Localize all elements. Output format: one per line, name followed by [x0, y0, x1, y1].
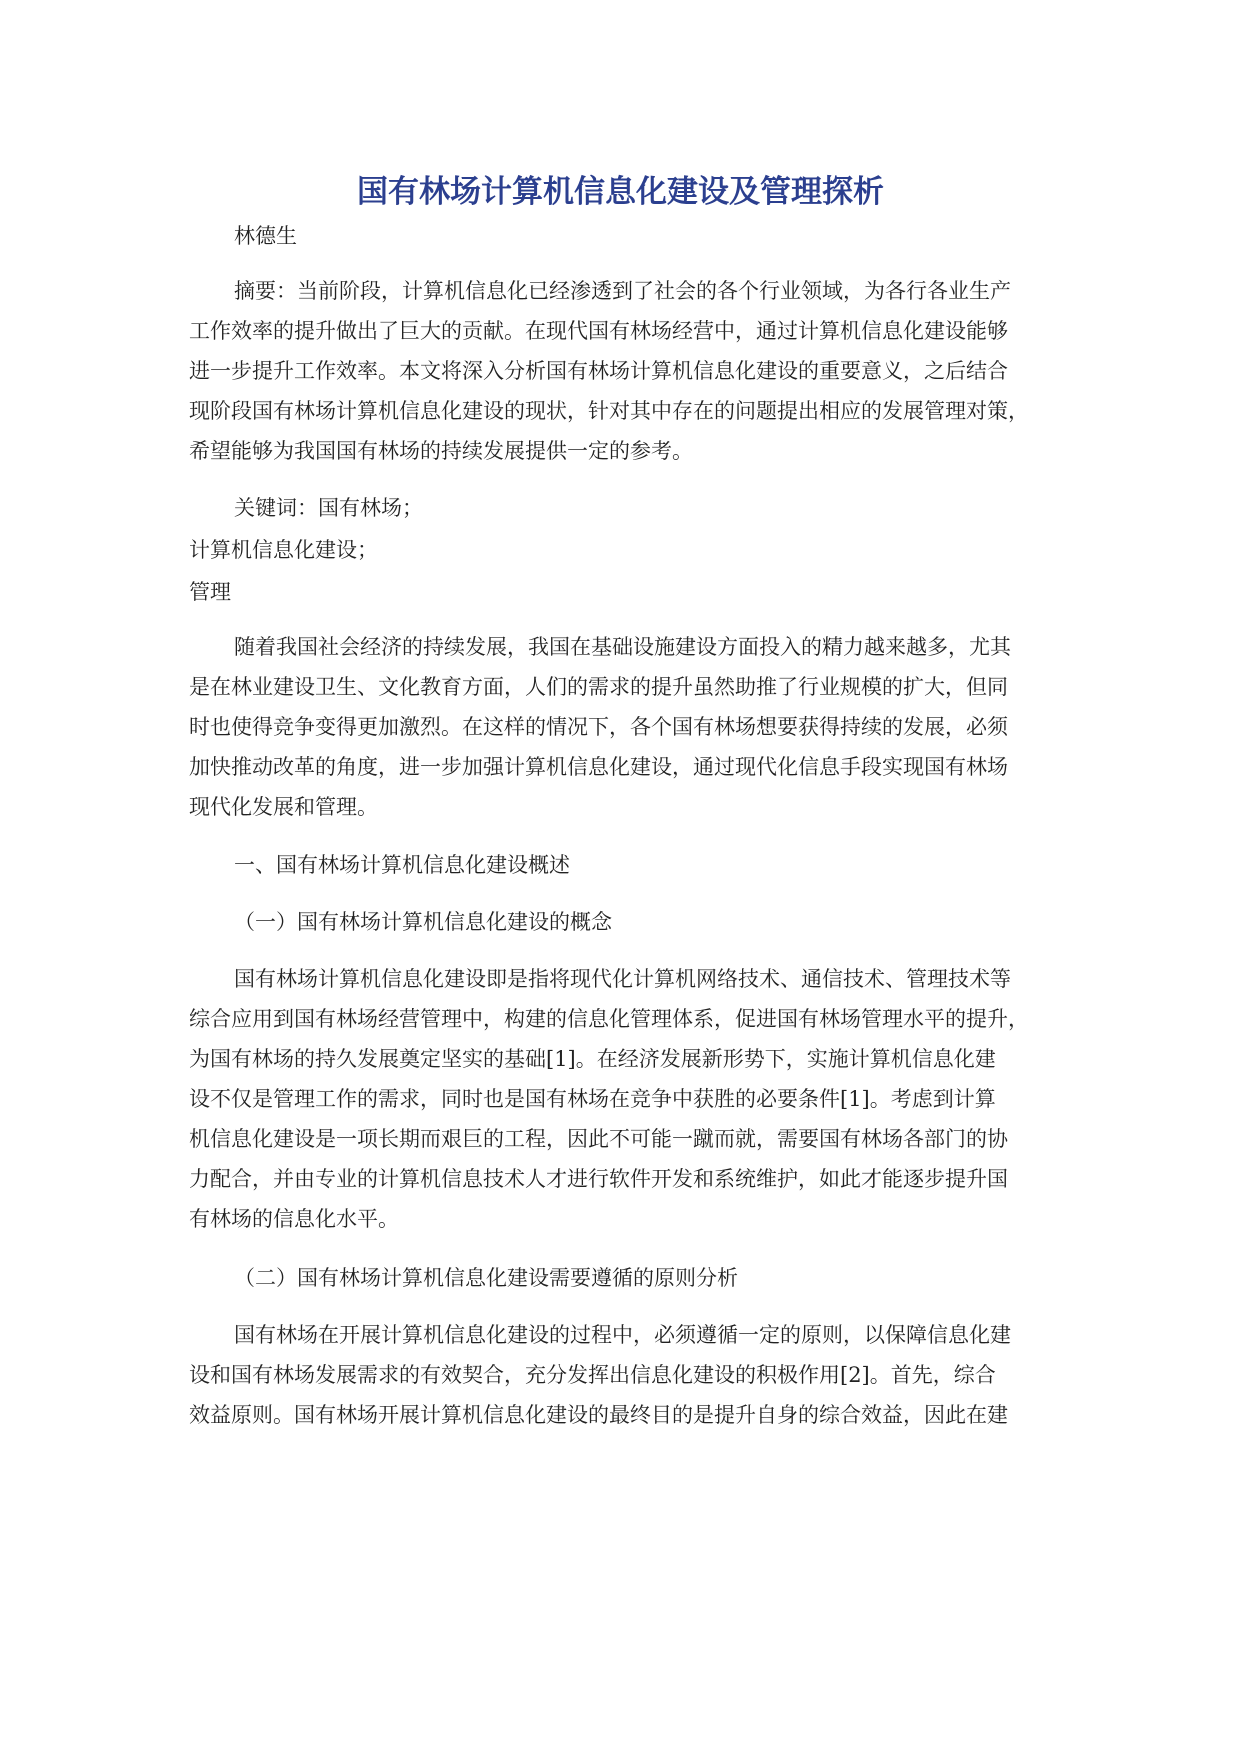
abstract-line: 工作效率的提升做出了巨大的贡献。在现代国有林场经营中，通过计算机信息化建设能够: [189, 319, 1008, 343]
body-line: 设不仅是管理工作的需求，同时也是国有林场在竞争中获胜的必要条件[1]。考虑到计算: [189, 1087, 996, 1111]
subsection-heading: （一）国有林场计算机信息化建设的概念: [234, 910, 612, 934]
body-line: 力配合，并由专业的计算机信息技术人才进行软件开发和系统维护，如此才能逐步提升国: [189, 1167, 1008, 1191]
body-line: 国有林场在开展计算机信息化建设的过程中，必须遵循一定的原则，以保障信息化建: [234, 1323, 1011, 1347]
abstract-line: 现阶段国有林场计算机信息化建设的现状，针对其中存在的问题提出相应的发展管理对策，: [189, 399, 1029, 423]
author-name: 林德生: [234, 224, 297, 248]
intro-line: 随着我国社会经济的持续发展，我国在基础设施建设方面投入的精力越来越多，尤其: [234, 635, 1011, 659]
body-line: 综合应用到国有林场经营管理中，构建的信息化管理体系，促进国有林场管理水平的提升，: [189, 1007, 1029, 1031]
abstract-line: 希望能够为我国国有林场的持续发展提供一定的参考。: [189, 439, 693, 463]
keyword-item: 计算机信息化建设；: [189, 538, 378, 562]
keywords-label: 关键词：国有林场；: [234, 496, 423, 520]
abstract-line: 摘要：当前阶段，计算机信息化已经渗透到了社会的各个行业领域，为各行各业生产: [234, 279, 1011, 303]
body-line: 设和国有林场发展需求的有效契合，充分发挥出信息化建设的积极作用[2]。首先，综合: [189, 1363, 996, 1387]
intro-line: 时也使得竞争变得更加激烈。在这样的情况下，各个国有林场想要获得持续的发展，必须: [189, 715, 1008, 739]
subsection-heading: （二）国有林场计算机信息化建设需要遵循的原则分析: [234, 1266, 738, 1290]
body-line: 为国有林场的持久发展奠定坚实的基础[1]。在经济发展新形势下，实施计算机信息化建: [189, 1047, 996, 1071]
intro-line: 现代化发展和管理。: [189, 795, 378, 819]
body-line: 有林场的信息化水平。: [189, 1207, 399, 1231]
body-line: 机信息化建设是一项长期而艰巨的工程，因此不可能一蹴而就，需要国有林场各部门的协: [189, 1127, 1008, 1151]
section-heading: 一、国有林场计算机信息化建设概述: [234, 853, 570, 877]
intro-line: 加快推动改革的角度，进一步加强计算机信息化建设，通过现代化信息手段实现国有林场: [189, 755, 1008, 779]
abstract-line: 进一步提升工作效率。本文将深入分析国有林场计算机信息化建设的重要意义，之后结合: [189, 359, 1008, 383]
keyword-item: 管理: [189, 580, 231, 604]
body-line: 国有林场计算机信息化建设即是指将现代化计算机网络技术、通信技术、管理技术等: [234, 967, 1011, 991]
body-line: 效益原则。国有林场开展计算机信息化建设的最终目的是提升自身的综合效益，因此在建: [189, 1403, 1008, 1427]
intro-line: 是在林业建设卫生、文化教育方面，人们的需求的提升虽然助推了行业规模的扩大，但同: [189, 675, 1008, 699]
document-title: 国有林场计算机信息化建设及管理探析: [357, 174, 884, 210]
